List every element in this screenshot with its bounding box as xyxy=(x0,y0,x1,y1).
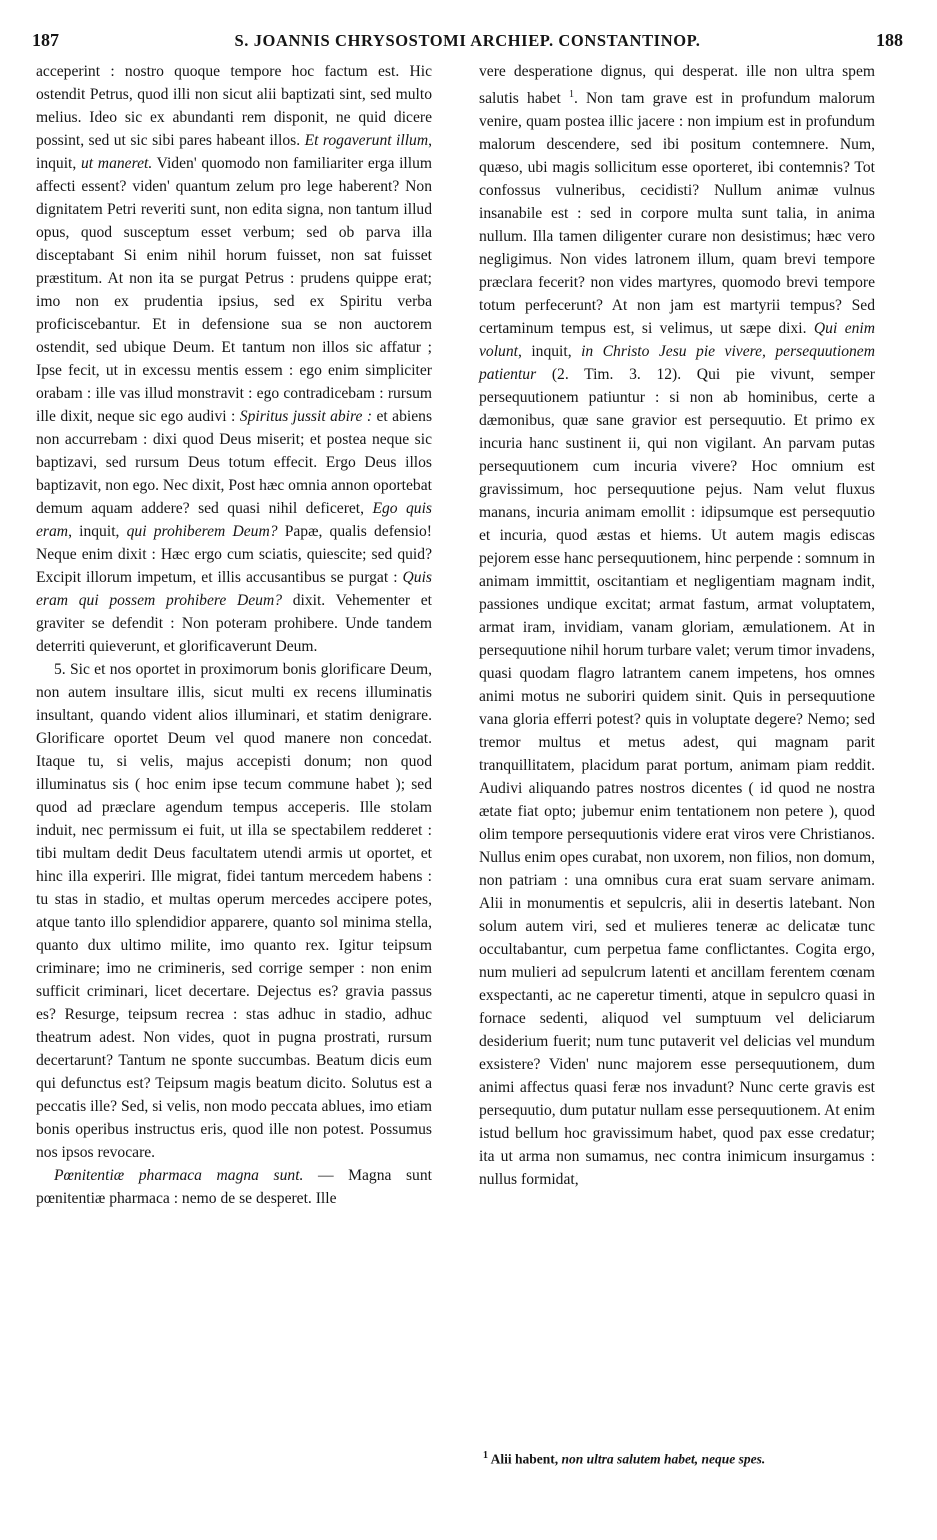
text-run: (2. Tim. 3. 12). Qui pie vivunt, semper persequutionem patiuntur : si non ab hominibus, certe a dæmonibus, quæ sane gravior est persequutio. Et primo ex incuria hanc sustinent ii, qui non vigilant. An parvam putas persequutionem cum incuria vivere? Hoc omnium est gravissimum, hoc persequutione pejus. Nam velut fluxus manans, incuria animam emollit : idipsumque est persequutio et incuria, quod æstas et hiems. Ut autem magis ediscas pejorem esse hanc persequutionem, hinc perpende : somnum in animam immittit, oscitantiam et negligentiam magnam indit, passiones undique excitat; armat fastum, armat voluptatem, armat iram, invidiam, vanam gloriam, æmulationem. At in persequutione nihil horum turbare valet; verum timor invadens, quasi quodam flagro latrantem canem impetens, hos omnes animi motus ne suboriri quidem sinit. Quis in persequutione vana gloria efferri potest? quis in voluptate degere? Nemo; sed tremor multus et metus adest, qui magnam parit tranquillitatem, placidum parat portum, animam piam reddit. Audivi aliquando patres nostros dicentes ( id quod ne nostra ætate fiat opto; jubemur enim tentationem non petere ), quod olim tempore persequutionis videre erat viros vere Christianos. Nullus enim opes curabat, non uxorem, non filios, non domum, non patriam : una omnibus cura erat suam servare animam. Alii in monumentis et sepulcris, alii in desertis latebant. Non solum autem viri, sed et mulieres teneræ ac delicatæ tunc occultabantur, cum perpetua fame conflictantes. Cogita ergo, num mulieri ad sepulcrum latenti et ancillam ferentem cœnam exspectanti, ac ne caperetur timenti, atque in sepulcro quasi in fornace sedenti, aliquod vel sumptuum vel deliciarum desiderium fuerit; num tunc putaverit vel delicias vel mundum exsistere? Viden' nunc majorem esse persequutionem, dum animi affectus quasi feræ nos invadunt? Nunc certe gravis est persequutio, dum putatur nullam esse persequutionem. At enim istud bellum hoc gravissimum habet, quod pax esse credatur; ita ut arma non sumamus, nec contra inimicum insurgamus : nullus formidat, xyxy=(479,366,875,1189)
italic-text: Pœnitentiæ pharmaca magna sunt. xyxy=(54,1167,304,1184)
text-run: dixit. Vehementer et graviter se defendit : Non poteram prohibere. Unde tandem deterriti quieverunt, et glorificaverunt Deum. xyxy=(36,592,432,655)
text-run: vere desperatione dignus, qui desperat. ille non ultra spem salutis habet xyxy=(479,63,875,108)
page-number-right: 188 xyxy=(876,30,903,50)
paragraph xyxy=(479,60,875,1191)
italic-text: Quis eram qui possem prohibere Deum? xyxy=(36,569,432,609)
footnote xyxy=(483,1450,883,1468)
italic-text: Qui enim volunt xyxy=(479,320,876,361)
paragraph xyxy=(36,60,432,658)
text-run: . Non tam grave est in profundum malorum venire, quam postea illic jacere : non impium est in profundum malorum descendere, sed ibi positum contemnere. Num, quæso, ubi magis sollicitum esse oporteret, ibi contemnis? Tot confossus vulneribus, cecidisti? Nullum animæ vulnus insanabile est : sed in corpore multa sunt talia, in anima nullum. Illa tamen diligenter curare non desistimus; hæc vero negligimus. Non vides latronem illum, quam brevi tempore præclara fecerit? non vides martyres, quomodo brevi tempore totum perfecerunt? At non jam est martyrii tempus? Sed certaminum tempus est, si velimus, ut sæpe dixi. xyxy=(479,90,875,338)
footnote-marker: 1 xyxy=(483,1450,488,1461)
footnote-reference: 1 xyxy=(568,89,574,100)
italic-text: in Christo Jesu pie vivere, persequutionem patientur xyxy=(479,343,875,384)
italic-text: qui prohiberem Deum? xyxy=(126,523,278,540)
text-run: — Magna sunt pœnitentiæ pharmaca : nemo de se desperet. Ille xyxy=(36,1167,432,1207)
text-run: 5. Sic et nos oportet in proximorum bonis glorificare Deum, non autem insultare illis, sicut multi ex recens illuminatis insultant, quando vident alios illuminari, et statim denigrare. Glorificare oportet Deum vel quod manere non concedat. Itaque tu, si velis, majus accepisti donum; non quod illuminatus sis ( hoc enim ipse tecum commune habet ); sed quod ad præclare agendum tempus acceperis. Ille stolam induit, nec permissum ei fuit, ut illa se spectabilem redderet : tibi multam dedit Deus facultatem utendi armis ut oportet, et hinc illa experiri. Ille migrat, fidei tantum mercedem habens : tu stas in stadio, et multas operum mercedes accipere potes, atque tanto illo splendidior apparere, quanto sol minima stella, quanto dux ultimo milite, imo quanto rex. Igitur teipsum criminare; imo ne crimineris, sed corrige semper : non enim sufficit criminari, licet decertare. Dejectus es? gravia passus es? Resurge, teipsum recrea : stas adhuc in stadio, adhuc theatrum adest. Non vides, quot in pugna prostrati, rursum decertarunt? Tantum ne sponte succumbas. Beatum dicis eum qui defunctus est? Teipsum magis beatum dicito. Solutus est a peccatis ille? Sed, si velis, non modo peccata ablues, imo etiam bonis operibus instructus eris, quod ille non potest. Possumus nos ipsos revocare. xyxy=(36,661,432,1161)
right-column xyxy=(479,60,875,1420)
text-run: , inquit, xyxy=(68,523,127,540)
italic-text: ut maneret. xyxy=(80,155,153,172)
left-column xyxy=(36,60,432,1480)
text-run: acceperint : nostro quoque tempore hoc factum est. Hic ostendit Petrus, quod illi non sicut alii baptizati sint, sed multo melius. Ideo sic ex abundanti rem disponit, ne quid dicere possint, sed ut sic sibi pares habeant illos. xyxy=(36,63,432,149)
italic-text: Ego quis eram xyxy=(36,500,433,540)
text-run: , inquit, xyxy=(36,132,432,172)
running-title: S. JOANNIS CHRYSOSTOMI ARCHIEP. CONSTANTINOP. xyxy=(234,31,701,50)
page-number-left: 187 xyxy=(32,30,59,50)
text-run: Viden' quomodo non familiariter erga illum affecti essent? viden' quantum zelum pro lege haberent? Non dignitatem Petri reveriti sunt, non edita signa, non tantum illud opus, quod susceptum esset verbum; sed ob parva illa disceptabant Si enim nihil horum fuisset, non sat fuisset præstitum. At non ita se purgat Petrus : prudens quippe erat; imo non ex prudentia ipsius, sed ex Spiritu verba proficiscebantur. Et in defensione sua se non auctorem ostendit, sed ubique Deum. Et tantum non illos sic affatur ; Ipse fecit, ut in excessu mentis essem : ego enim simpliciter orabam : ille vas illud monstravit : ego contradicebam : rursum ille dixit, neque sic ego audivi : xyxy=(36,155,433,425)
paragraph xyxy=(36,658,432,1164)
running-header xyxy=(32,30,903,56)
footnote-italic-text: non ultra salutem habet, neque spes. xyxy=(561,1451,766,1467)
italic-text: Spiritus jussit abire : xyxy=(239,408,373,425)
text-run: , inquit, xyxy=(517,343,582,361)
italic-text: Et rogaverunt illum xyxy=(304,132,429,149)
paragraph xyxy=(36,1164,432,1210)
text-run: Papæ, qualis defensio! Neque enim dixit : Hæc ergo cum sciatis, quiescite; sed quid? Excipit illorum impetum, et illis accusantibus se purgat : xyxy=(36,523,432,586)
footnote-text: Alii habent, xyxy=(490,1451,562,1467)
text-run: et abiens non accurrebam : dixi quod Deus miserit; et postea neque sic baptizavi, sed rursum Deus totum effecit. Ergo Deus illos baptizavit, non ego. Nec dixit, Post hæc omnia annon oportebat demum aquam addere? sed quasi nihil deficeret, xyxy=(36,408,433,517)
